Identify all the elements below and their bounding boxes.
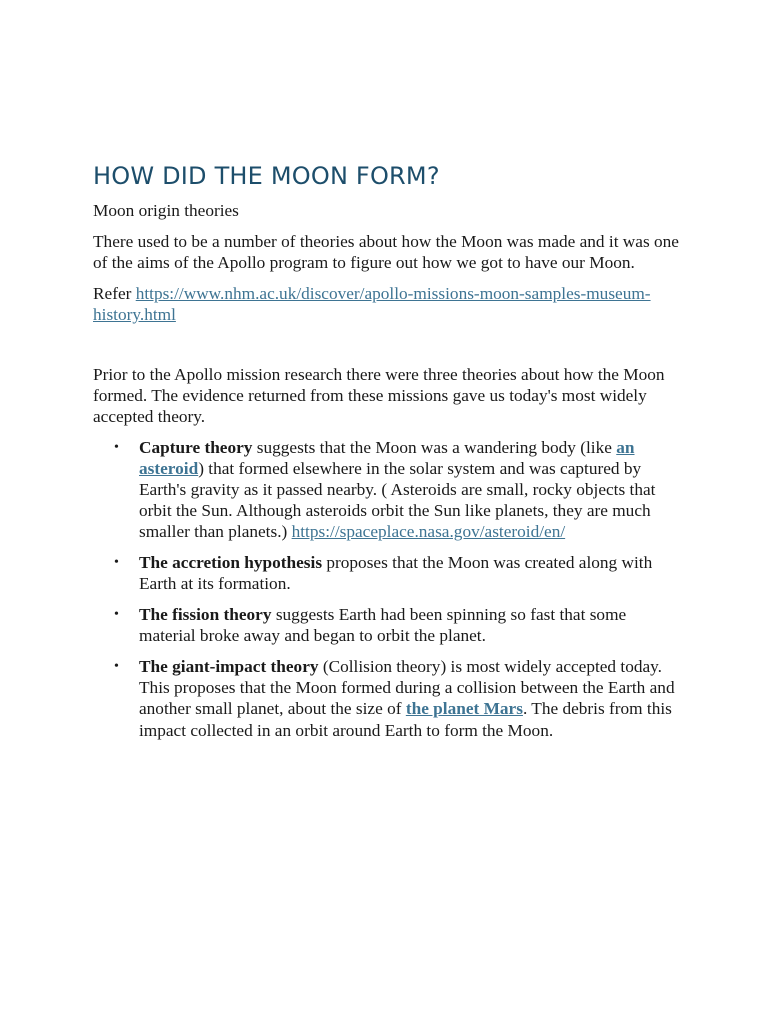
refer-label: Refer	[93, 283, 136, 303]
nhm-reference-link[interactable]: https://www.nhm.ac.uk/discover/apollo-missions-moon-samples-museum-history.html	[93, 283, 651, 324]
intro-paragraph: There used to be a number of theories about how the Moon was made and it was one of the aims of the Apollo program to figure out how we got to have our Moon.	[93, 232, 679, 273]
theory-name: Capture theory	[139, 437, 253, 457]
theory-text: . The debris from this impact collected in an orbit around Earth to form the Moon.	[139, 699, 672, 740]
bullet-icon: •	[114, 658, 119, 674]
list-item-capture-theory	[114, 437, 683, 543]
list-item-fission-theory	[114, 604, 683, 646]
theory-text: ) that formed elsewhere in the solar system and was captured by Earth's gravity as it passed nearby. ( Asteroids are small, rocky objects that orbit the Sun. Although asteroids orbit the Sun like planets, they are much smaller than planets.)	[139, 458, 656, 542]
nasa-asteroid-link[interactable]: https://spaceplace.nasa.gov/asteroid/en/	[291, 522, 566, 542]
bullet-icon: •	[114, 607, 119, 623]
planet-mars-link[interactable]: the planet Mars	[405, 699, 523, 719]
bullet-icon: •	[114, 439, 119, 455]
blank-space	[93, 334, 683, 364]
document-subtitle: Moon origin theories	[93, 201, 239, 220]
theory-name: The accretion hypothesis	[139, 553, 323, 573]
prior-paragraph: Prior to the Apollo mission research there were three theories about how the Moon formed. The evidence returned from these missions gave us today's most widely accepted theory.	[93, 365, 665, 427]
refer-paragraph	[93, 283, 683, 325]
theory-name: The fission theory	[139, 605, 272, 625]
theory-text: suggests that the Moon was a wandering body (like	[252, 437, 617, 457]
theories-list	[93, 437, 683, 741]
theory-text: proposes that the Moon was created along with Earth at its formation.	[139, 553, 653, 594]
theory-text: (Collision theory) is most widely accepted today. This proposes that the Moon formed during a collision between the Earth and another small planet, about the size of	[139, 656, 675, 719]
document-page	[93, 160, 683, 750]
asteroid-link[interactable]: an asteroid	[139, 437, 635, 478]
list-item-giant-impact-theory	[114, 656, 683, 741]
list-item-accretion-hypothesis	[114, 552, 683, 594]
theory-name: The giant-impact theory	[139, 656, 319, 676]
page-title: HOW DID THE MOON FORM?	[93, 162, 440, 190]
theory-text: suggests Earth had been spinning so fast that some material broke away and began to orbit the planet.	[139, 605, 627, 646]
bullet-icon: •	[114, 555, 119, 571]
